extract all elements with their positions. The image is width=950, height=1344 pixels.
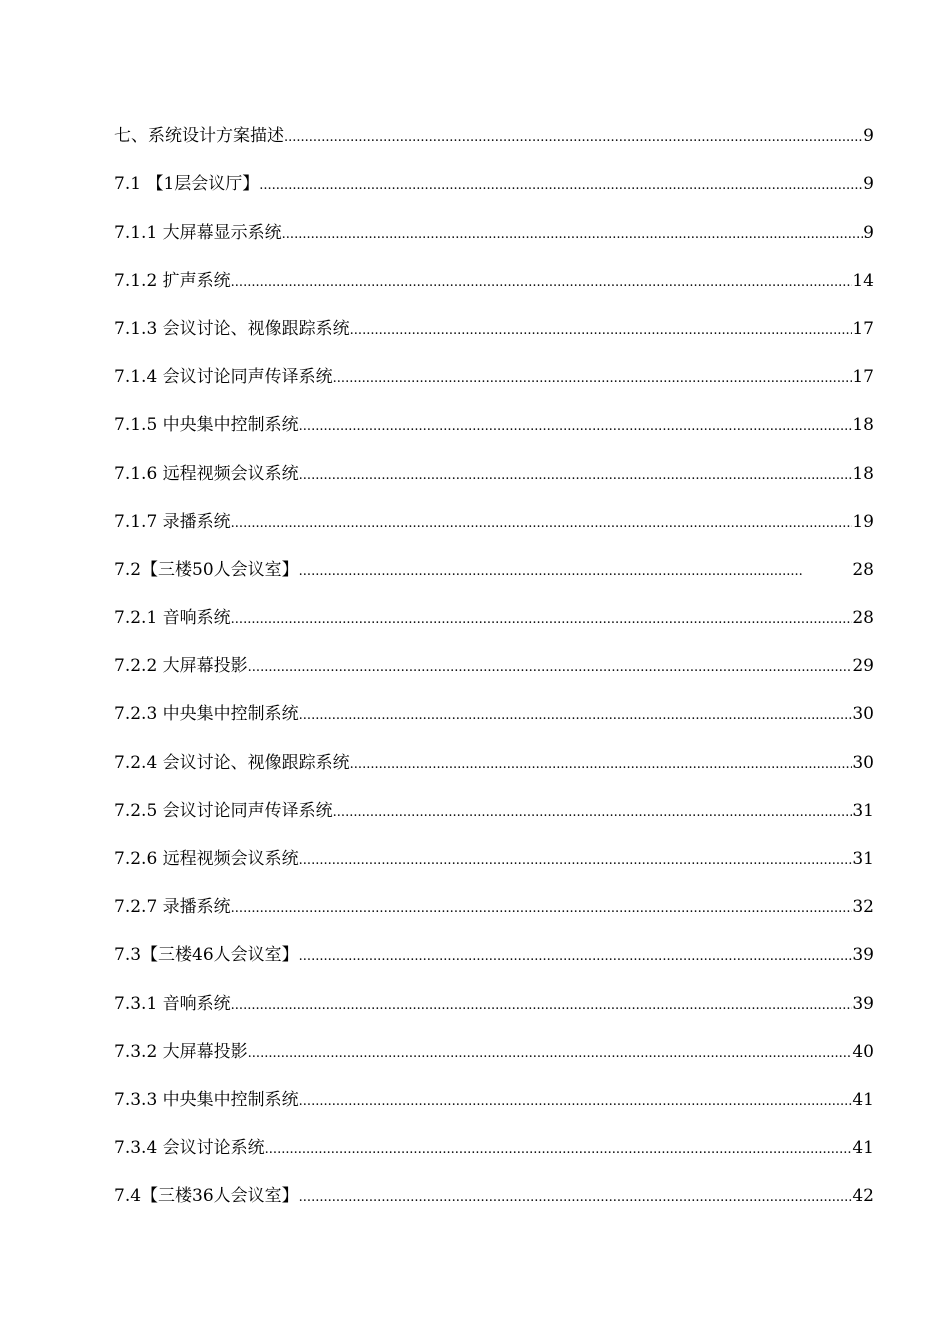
toc-entry-page: 17 bbox=[852, 367, 874, 388]
toc-entry-page: 30 bbox=[852, 704, 874, 725]
toc-entry-title: 7.3.4 会议讨论系统 bbox=[114, 1138, 265, 1159]
toc-dot-leader bbox=[350, 757, 853, 773]
toc-dot-leader bbox=[259, 178, 863, 194]
toc-dot-leader bbox=[299, 468, 853, 484]
toc-entry-title: 7.3.1 音响系统 bbox=[114, 993, 231, 1014]
toc-dot-leader bbox=[248, 660, 853, 676]
toc-entry[interactable] bbox=[114, 985, 874, 1033]
toc-entry-page: 29 bbox=[852, 656, 874, 677]
toc-entry-page: 9 bbox=[863, 222, 874, 243]
toc-entry[interactable] bbox=[114, 937, 874, 985]
toc-entry[interactable] bbox=[114, 311, 874, 359]
toc-entry[interactable] bbox=[114, 889, 874, 937]
toc-entry-title: 7.2.1 音响系统 bbox=[114, 608, 231, 629]
toc-entry-page: 17 bbox=[852, 318, 874, 339]
toc-entry-page: 28 bbox=[852, 559, 874, 580]
toc-entry-page: 32 bbox=[852, 897, 874, 918]
toc-entry[interactable] bbox=[114, 552, 874, 600]
toc-entry-title: 7.1.4 会议讨论同声传译系统 bbox=[114, 367, 333, 388]
toc-entry-page: 30 bbox=[852, 752, 874, 773]
toc-entry-title: 7.2.2 大屏幕投影 bbox=[114, 656, 248, 677]
toc-entry-title: 7.3.2 大屏幕投影 bbox=[114, 1041, 248, 1062]
toc-entry[interactable] bbox=[114, 696, 874, 744]
toc-dot-leader bbox=[333, 805, 853, 821]
toc-entry[interactable] bbox=[114, 841, 874, 889]
toc-entry-page: 41 bbox=[852, 1138, 874, 1159]
toc-entry-title: 7.3.3 中央集中控制系统 bbox=[114, 1089, 299, 1110]
toc-entry-title: 7.2【三楼50人会议室】 bbox=[114, 559, 299, 580]
toc-entry-page: 18 bbox=[852, 463, 874, 484]
toc-dot-leader bbox=[299, 564, 804, 580]
toc-dot-leader bbox=[299, 1094, 853, 1110]
toc-dot-leader bbox=[299, 419, 853, 435]
toc-entry-title: 七、系统设计方案描述 bbox=[114, 126, 284, 147]
toc-entry[interactable] bbox=[114, 504, 874, 552]
toc-entry-page: 39 bbox=[852, 945, 874, 966]
toc-dot-leader bbox=[299, 949, 853, 965]
toc-entry-title: 7.2.6 远程视频会议系统 bbox=[114, 849, 299, 869]
toc-entry-title: 7.1.5 中央集中控制系统 bbox=[114, 415, 299, 436]
toc-entry-page: 31 bbox=[852, 849, 874, 869]
toc-dot-leader bbox=[284, 130, 863, 146]
toc-entry-title: 7.2.7 录播系统 bbox=[114, 897, 231, 918]
toc-entry[interactable] bbox=[114, 407, 874, 455]
toc-entry-page: 31 bbox=[852, 800, 874, 821]
toc-entry-title: 7.1.7 录播系统 bbox=[114, 511, 231, 532]
toc-entry[interactable] bbox=[114, 1082, 874, 1130]
toc-entry[interactable] bbox=[114, 744, 874, 792]
toc-entry-page: 19 bbox=[852, 511, 874, 532]
toc-entry-title: 7.2.3 中央集中控制系统 bbox=[114, 704, 299, 725]
toc-dot-leader bbox=[350, 323, 853, 339]
toc-entry[interactable] bbox=[114, 793, 874, 841]
toc-entry[interactable] bbox=[114, 455, 874, 503]
toc-dot-leader bbox=[333, 371, 853, 387]
toc-entry[interactable] bbox=[114, 1178, 874, 1226]
toc-entry-title: 7.1.1 大屏幕显示系统 bbox=[114, 222, 282, 243]
toc-entry[interactable] bbox=[114, 166, 874, 214]
toc-entry[interactable] bbox=[114, 359, 874, 407]
toc-entry-page: 41 bbox=[852, 1089, 874, 1110]
toc-entry-page: 42 bbox=[852, 1186, 874, 1207]
toc-entry-title: 7.3【三楼46人会议室】 bbox=[114, 945, 299, 966]
toc-entry-title: 7.1 【1层会议厅】 bbox=[114, 174, 260, 195]
toc-entry-title: 7.1.6 远程视频会议系统 bbox=[114, 463, 299, 484]
toc-dot-leader bbox=[231, 998, 853, 1014]
toc-dot-leader bbox=[299, 1190, 853, 1206]
toc-entry[interactable] bbox=[114, 263, 874, 311]
toc-entry-page: 28 bbox=[852, 608, 874, 629]
toc-entry[interactable] bbox=[114, 1130, 874, 1178]
toc-dot-leader bbox=[265, 1142, 853, 1158]
toc-entry-title: 7.1.3 会议讨论、视像跟踪系统 bbox=[114, 318, 350, 339]
toc-entry[interactable] bbox=[114, 118, 874, 166]
toc-dot-leader bbox=[231, 516, 853, 532]
toc-dot-leader bbox=[231, 275, 853, 291]
toc-entry[interactable] bbox=[114, 214, 874, 262]
toc-entry-page: 18 bbox=[852, 415, 874, 436]
toc-entry-page: 9 bbox=[863, 126, 874, 147]
toc-entry-page: 40 bbox=[852, 1041, 874, 1062]
toc-entry-title: 7.1.2 扩声系统 bbox=[114, 270, 231, 291]
toc-entry[interactable] bbox=[114, 1034, 874, 1082]
toc-dot-leader bbox=[282, 227, 864, 243]
table-of-contents bbox=[114, 118, 874, 1226]
toc-entry[interactable] bbox=[114, 648, 874, 696]
toc-entry-title: 7.2.5 会议讨论同声传译系统 bbox=[114, 800, 333, 821]
toc-entry-page: 9 bbox=[863, 174, 874, 195]
toc-entry[interactable] bbox=[114, 600, 874, 648]
toc-dot-leader bbox=[231, 901, 853, 917]
toc-dot-leader bbox=[231, 612, 853, 628]
toc-entry-title: 7.4【三楼36人会议室】 bbox=[114, 1186, 299, 1207]
toc-dot-leader bbox=[299, 708, 853, 724]
toc-entry-page: 14 bbox=[852, 270, 874, 291]
toc-dot-leader bbox=[248, 1046, 853, 1062]
toc-dot-leader bbox=[299, 853, 853, 869]
toc-entry-title: 7.2.4 会议讨论、视像跟踪系统 bbox=[114, 752, 350, 773]
toc-entry-page: 39 bbox=[852, 993, 874, 1014]
